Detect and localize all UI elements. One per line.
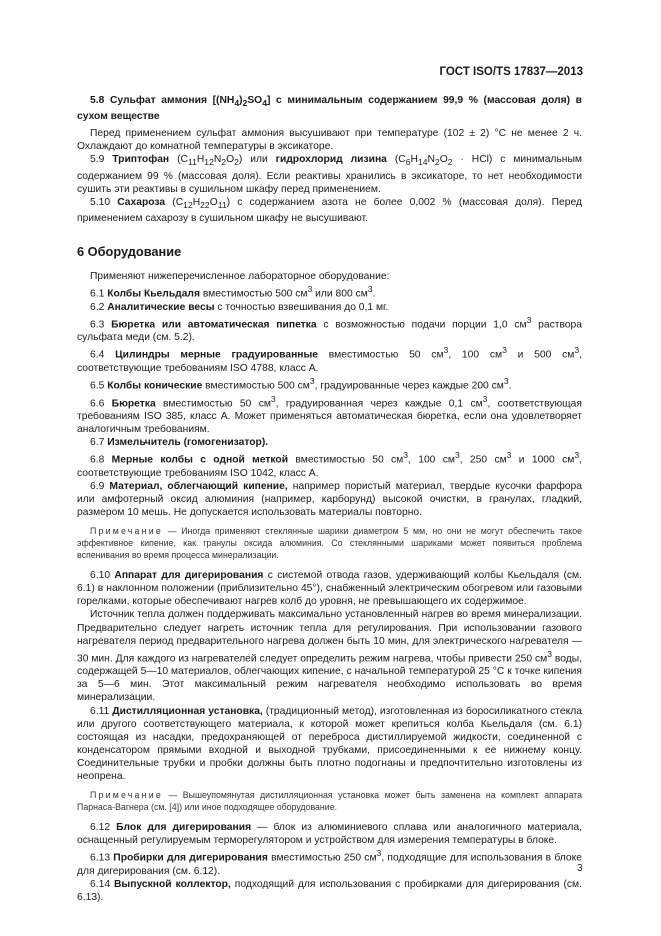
clause-5-8-title: 5.8 Сульфат аммония $[(NH_4)_2SO_4]$ с минимальным содержанием 99,9 % (массовая доля) в сухом веществе [77,95,582,123]
clause-number: 5.10 [90,196,111,208]
clause-number: 5.9 [90,154,105,166]
page-number: 3 [577,863,583,874]
clause-5-10: 5.10 Сахароза $(C_{12}H_{22}O_{11})$ с содержанием азота не более 0,002 % (массовая доля). Перед применением сахарозу в сушильном шкафу не высушивают. [77,196,582,224]
note-6-11: Примечание — Вышеупомянутая дистилляционная установка может быть заменена на комплект аппарата Парнаса-Вагнера (см. [4]) или иное подходящее оборудование. [77,790,582,813]
clause-6-12: 6.12 Блок для дигерирования — блок из алюминиевого сплава или аналогичного материала, оснащенный регулируемым терморегулятором и устройством для измерения температуры в блоке. [77,822,582,847]
clause-6-14: 6.14 Выпускной коллектор, подходящий для использования с пробирками для дигерирования (см. 6.13). [77,878,582,904]
clause-6-5: 6.5 Колбы конические вместимостью 500 $см^3$, градуированные через каждые 200 $см^3$. [90,376,512,392]
clause-6-4: 6.4 Цилиндры мерные градуированные вместимостью 50 $см^3$, 100 $см^3$ и 500 $см^3$, соответствующие требованиям ISO 4788, класс А. [77,345,582,374]
section-6-heading: 6 Оборудование [77,243,182,259]
clause-6-6: 6.6 Бюретка вместимостью 50 $см^3$, градуированная через каждые 0,1 $см^3$, соответствующая требованиям ISO 385, класс А. Может применяться автоматическая бюретка, если она удовлетворяет аналогичным требованиям. [77,393,582,436]
note-6-9: Примечание — Иногда применяют стеклянные шарики диаметром 5 мм, но они не могут обеспечить такое эффективное кипение, как гранулы оксида алюминия. Со стеклянными шариками может появиться проблема вспенивания во время процесса минерализации. [77,526,582,561]
note-label: Примечание [90,790,163,801]
clause-5-9: 5.9 Триптофан $(C_{11}H_{12}N_2O_2)$ или гидрохлорид лизина $(C_6H_{14}N_2O_2 \cdot HCl)$ с минимальным содержанием 99 % (массовая доля). Если реактивы хранились в эксикаторе, то нет необходимости сушить эти реактивы в сушильном шкафу перед применением. [77,154,582,195]
clause-6-10-heating: Источник тепла должен поддерживать максимально установленный нагрев во время минерализации. Предварительно следует нагреть источник тепла для регулирования. При использовании газового нагревателя период предварительного нагрева должен быть 10 мин, для электрического нагревателя — 30 мин. Для каждого из нагревателей следует определить режим нагрева, чтобы привести 250 $см^3$ воды, содержащей 5—10 материалов, облегчающих кипение, с начальной температурой 25 °С к точке кипения за 5—6 мин. Этот максимальный режим нагревателя необходимо использовать во время минерализации. [77,609,582,704]
clause-number: 5.8 [90,95,105,106]
clause-6-13: 6.13 Пробирки для дигерирования вместимостью 250 $см^3$, подходящие для использования в блоке для дигерирования (см. 6.12). [77,848,583,877]
clause-6-8: 6.8 Мерные колбы с одной меткой вместимостью 50 $см^3$, 100 $см^3$, 250 $см^3$ и 1000 $см^3$, соответствующие требованиям ISO 1042, класс А. [77,450,582,479]
document-body [77,94,582,904]
clause-6-11: 6.11 Дистилляционная установка, (традиционный метод), изготовленная из боросиликатного стекла или другого соответствующего материала, к которой может крепиться колба Кьельдаля (см. 6.1) состоящая из насадки, предохраняющей от переброса дистиллируемой жидкости, соединенной с конденсатором прямыми входной и выходной трубками, присоединенными к ее нижнему концу. Соединительные трубки и пробки должны быть плотно подогнаны и предпочтительно изготовлены из неопрена. [77,705,582,783]
clause-6-3: 6.3 Бюретка или автоматическая пипетка с возможностью подачи порции 1,0 $см^3$ раствора сульфата меди (см. 5.2). [77,314,582,344]
clause-6-2: 6.2 Аналитические весы с точностью взвешивания до 0,1 мг. [90,301,389,313]
clause-6-10: 6.10 Аппарат для дигерирования с системой отвода газов, удерживающий колбы Кьельдаля (см. 6.1) в наклонном положении (приблизительно 45°), снабженный электрическим обогревом или газовыми горелками, которые обеспечивают нагрев колб до уровня, не превышающего их содержимое. [77,570,582,608]
clause-5-8-text: Перед применением сульфат аммония высушивают при температуре (102 ± 2) °С не менее 2 ч. Охлаждают до комнатной температуры в эксикаторе. [77,128,582,153]
clause-6-9: 6.9 Материал, облегчающий кипение, например пористый материал, твердые кусочки фарфора или амфотерный оксид алюминия (например, карборунд) высокой очистки, в гранулах, гладкий, размером 10 мешь. Не допускается использовать материалы повторно. [77,480,582,519]
document-code-header: ГОСТ ISO/TS 17837—2013 [439,66,583,78]
clause-6-1: 6.1 Колбы Кьельдаля вместимостью 500 $см^3$ или 800 $см^3$. [90,284,376,300]
section-6-intro: Применяют нижеперечисленное лабораторное оборудование: [90,271,390,283]
note-label: Примечание [90,526,163,537]
clause-6-7: 6.7 Измельчитель (гомогенизатор). [90,437,269,449]
